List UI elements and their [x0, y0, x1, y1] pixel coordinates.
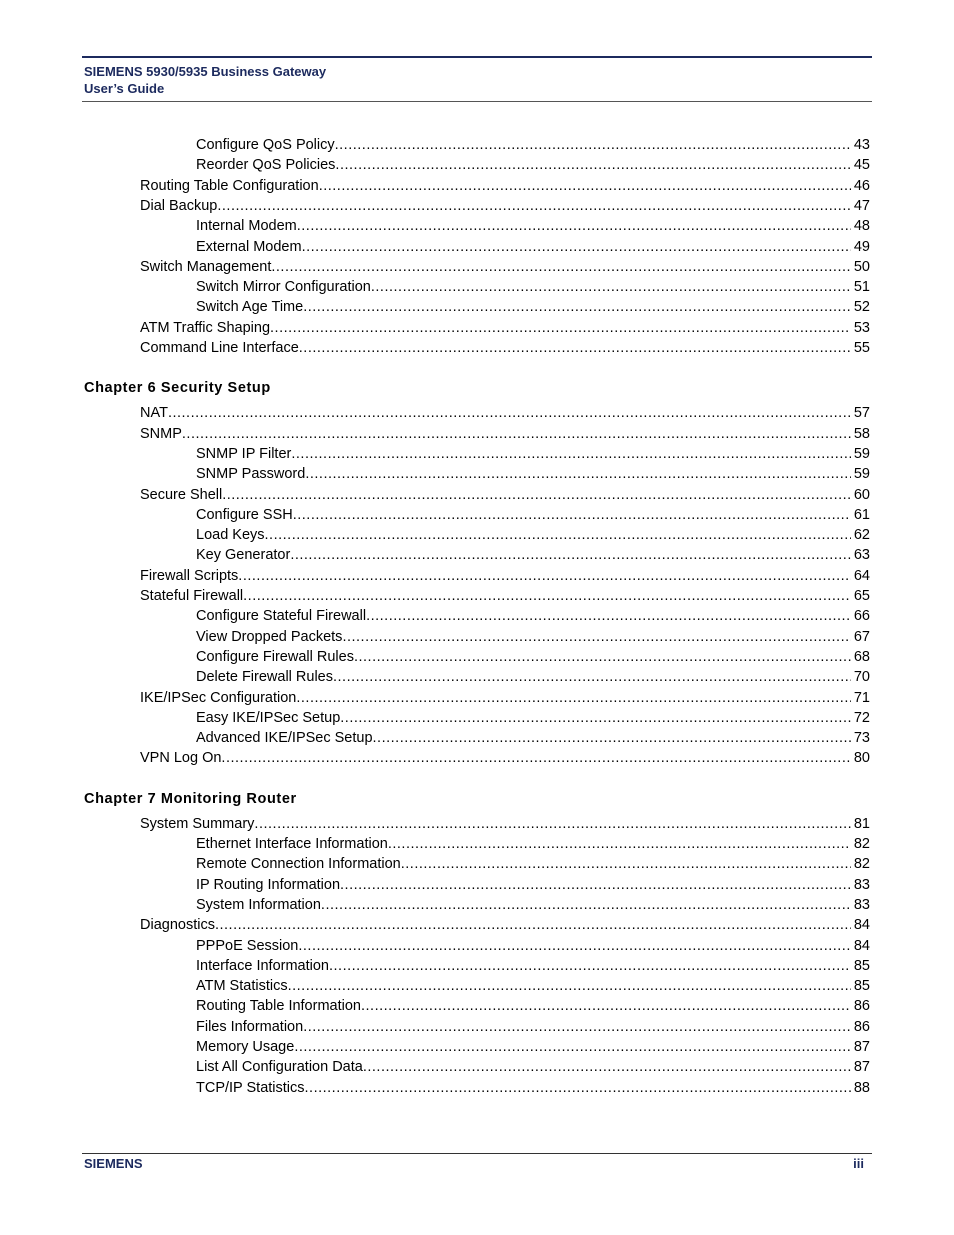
toc-entry-title: System Information: [196, 896, 321, 913]
toc-entry-title: Easy IKE/IPSec Setup: [196, 709, 341, 726]
dot-leader: [329, 957, 851, 975]
dot-leader: [388, 835, 851, 853]
footer-rule: [82, 1153, 872, 1154]
toc-subsection-entry[interactable]: [196, 729, 870, 747]
toc-entry-title: VPN Log On: [140, 750, 222, 767]
dot-leader: [296, 689, 850, 707]
header-rule-top: [82, 56, 872, 58]
dot-leader: [270, 319, 851, 337]
toc-entry-page: 72: [853, 709, 870, 726]
dot-leader: [319, 177, 851, 195]
dot-leader: [303, 298, 851, 316]
toc-entry-title: Remote Connection Information: [196, 856, 401, 873]
toc-entry-page: 81: [853, 815, 870, 832]
toc-entry-title: ATM Statistics: [196, 978, 288, 995]
toc-subsection-entry[interactable]: [196, 156, 870, 174]
dot-leader: [271, 258, 850, 276]
toc-entry-page: 47: [853, 197, 870, 214]
toc-entry-page: 57: [853, 405, 870, 422]
toc-subsection-entry[interactable]: [196, 668, 870, 686]
dot-leader: [215, 916, 851, 934]
dot-leader: [373, 729, 851, 747]
toc-subsection-entry[interactable]: [196, 546, 870, 564]
dot-leader: [168, 404, 851, 422]
dot-leader: [238, 567, 851, 585]
toc-entry-page: 67: [853, 628, 870, 645]
toc-entry-page: 51: [853, 279, 870, 296]
toc-section-entry[interactable]: [140, 197, 870, 215]
toc-entry-page: 45: [853, 157, 870, 174]
toc-entry-title: Ethernet Interface Information: [196, 836, 388, 852]
dot-leader: [254, 815, 850, 833]
toc-entry-title: View Dropped Packets: [196, 628, 343, 645]
toc-entry-page: 53: [853, 319, 870, 336]
dot-leader: [243, 587, 851, 605]
toc-section-entry[interactable]: [140, 567, 870, 585]
toc-entry-title: Memory Usage: [196, 1039, 295, 1055]
toc-entry-title: Firewall Scripts: [140, 567, 239, 584]
toc-entry-title: Command Line Interface: [140, 340, 299, 356]
dot-leader: [305, 465, 851, 483]
toc-entry-page: 70: [853, 669, 870, 686]
toc-entry-title: External Modem: [196, 238, 302, 255]
toc-section-entry[interactable]: [140, 749, 870, 767]
dot-leader: [222, 486, 851, 504]
toc-entry-page: 59: [853, 445, 870, 462]
toc-section-entry[interactable]: [140, 815, 870, 833]
toc-subsection-entry[interactable]: [196, 977, 870, 995]
toc-entry-title: SNMP Password: [196, 466, 306, 483]
dot-leader: [288, 977, 851, 995]
toc-entry-title: IP Routing Information: [196, 876, 341, 893]
toc-entry-title: NAT: [140, 405, 168, 422]
toc-entry-page: 85: [853, 978, 870, 995]
toc-entry-page: 87: [853, 1039, 870, 1055]
toc-subsection-entry[interactable]: [196, 937, 870, 955]
toc-entry-title: System Summary: [140, 815, 255, 832]
toc-subsection-entry[interactable]: [196, 298, 870, 316]
toc-entry-title: Switch Management: [140, 258, 272, 275]
toc-entry-title: Dial Backup: [140, 197, 218, 214]
toc-entry-title: Files Information: [196, 1018, 304, 1035]
toc-subsection-entry[interactable]: [196, 997, 870, 1015]
toc-subsection-entry[interactable]: [196, 876, 870, 894]
toc-subsection-entry[interactable]: [196, 526, 870, 544]
toc-entry-page: 43: [853, 137, 870, 153]
dot-leader: [363, 1058, 851, 1076]
toc-subsection-entry[interactable]: [196, 1018, 870, 1036]
toc-entry-page: 71: [853, 689, 870, 706]
toc-entry-title: List All Configuration Data: [196, 1059, 363, 1076]
toc-entry-title: Stateful Firewall: [140, 588, 244, 604]
toc-subsection-entry[interactable]: [196, 238, 870, 256]
toc-section-entry[interactable]: [140, 587, 870, 605]
toc-entry-title: Configure SSH: [196, 506, 293, 523]
toc-subsection-entry[interactable]: [196, 136, 870, 154]
toc-subsection-entry[interactable]: [196, 217, 870, 235]
dot-leader: [371, 278, 851, 296]
toc-subsection-entry[interactable]: [196, 709, 870, 727]
toc-subsection-entry[interactable]: [196, 1038, 870, 1056]
toc-entry-page: 48: [853, 218, 870, 235]
toc-entry-page: 62: [853, 527, 870, 544]
dot-leader: [321, 896, 851, 914]
toc-entry-page: 63: [853, 547, 870, 564]
toc-subsection-entry[interactable]: [196, 1079, 870, 1097]
dot-leader: [335, 156, 850, 174]
toc-entry-page: 82: [853, 856, 870, 873]
toc-entry-page: 59: [853, 466, 870, 483]
toc-entry-title: PPPoE Session: [196, 937, 299, 954]
dot-leader: [217, 197, 850, 215]
toc-entry-title: Routing Table Information: [196, 998, 361, 1015]
header-guide-title: User’s Guide: [84, 81, 165, 96]
toc-entry-title: Reorder QoS Policies: [196, 157, 336, 174]
toc-entry-page: 84: [853, 917, 870, 934]
toc-subsection-entry[interactable]: [196, 278, 870, 296]
header-rule-bottom: [82, 101, 872, 102]
footer-page-number: iii: [853, 1156, 864, 1171]
toc-subsection-entry[interactable]: [196, 648, 870, 666]
toc-subsection-entry[interactable]: [196, 465, 870, 483]
toc-entry-page: 83: [853, 876, 870, 893]
header-product-title: SIEMENS 5930/5935 Business Gateway: [84, 64, 327, 79]
toc-entry-title: Load Keys: [196, 527, 265, 544]
dot-leader: [302, 238, 851, 256]
toc-subsection-entry[interactable]: [196, 855, 870, 873]
dot-leader: [305, 1079, 851, 1097]
dot-leader: [303, 1018, 851, 1036]
toc-entry-page: 65: [853, 588, 870, 604]
toc-entry-title: Key Generator: [196, 547, 291, 564]
toc-entry-page: 50: [853, 258, 870, 275]
toc-section-entry[interactable]: [140, 339, 870, 357]
toc-entry-page: 52: [853, 299, 870, 316]
toc-entry-page: 55: [853, 340, 870, 356]
toc-entry-title: Configure Stateful Firewall: [196, 608, 367, 625]
toc-entry-page: 68: [853, 648, 870, 665]
toc-section-entry[interactable]: [140, 689, 870, 707]
toc-entry-page: 61: [853, 506, 870, 523]
toc-entry-title: Advanced IKE/IPSec Setup: [196, 730, 373, 747]
toc-entry-title: Routing Table Configuration: [140, 177, 319, 194]
dot-leader: [401, 855, 851, 873]
toc-entry-page: 87: [853, 1059, 870, 1076]
toc-entry-page: 60: [853, 486, 870, 503]
dot-leader: [299, 339, 851, 357]
toc-section-entry[interactable]: [140, 486, 870, 504]
toc-entry-title: Secure Shell: [140, 486, 223, 503]
dot-leader: [297, 217, 851, 235]
toc-subsection-entry[interactable]: [196, 607, 870, 625]
toc-section-entry[interactable]: [140, 404, 870, 422]
dot-leader: [340, 709, 851, 727]
toc-section-entry[interactable]: [140, 258, 870, 276]
toc-entry-page: 80: [853, 750, 870, 767]
toc-entry-title: SNMP IP Filter: [196, 445, 292, 462]
toc-entry-title: Configure Firewall Rules: [196, 648, 354, 665]
toc-entry-page: 46: [853, 177, 870, 194]
toc-subsection-entry[interactable]: [196, 957, 870, 975]
toc-section-entry[interactable]: [140, 425, 870, 443]
dot-leader: [361, 997, 851, 1015]
toc-entry-page: 73: [853, 730, 870, 747]
toc-entry-title: Switch Age Time: [196, 299, 304, 316]
dot-leader: [298, 937, 850, 955]
toc-entry-title: Switch Mirror Configuration: [196, 279, 371, 296]
toc-entry-title: Delete Firewall Rules: [196, 669, 333, 686]
chapter-heading: Chapter 6 Security Setup: [84, 380, 271, 397]
footer-brand: SIEMENS: [84, 1156, 143, 1171]
dot-leader: [333, 668, 851, 686]
toc-subsection-entry[interactable]: [196, 628, 870, 646]
dot-leader: [221, 749, 850, 767]
toc-subsection-entry[interactable]: [196, 835, 870, 853]
toc-entry-page: 83: [853, 896, 870, 913]
toc-entry-page: 86: [853, 1018, 870, 1035]
dot-leader: [290, 546, 851, 564]
dot-leader: [354, 648, 851, 666]
toc-section-entry[interactable]: [140, 177, 870, 195]
dot-leader: [182, 425, 851, 443]
toc-entry-page: 66: [853, 608, 870, 625]
toc-entry-page: 58: [853, 425, 870, 442]
toc-entry-title: Interface Information: [196, 957, 329, 974]
toc-section-entry[interactable]: [140, 319, 870, 337]
toc-subsection-entry[interactable]: [196, 445, 870, 463]
toc-entry-page: 85: [853, 957, 870, 974]
dot-leader: [366, 607, 851, 625]
dot-leader: [340, 876, 851, 894]
toc-entry-title: IKE/IPSec Configuration: [140, 689, 297, 706]
running-header: [84, 63, 326, 97]
toc-entry-title: Configure QoS Policy: [196, 137, 335, 153]
toc-entry-title: TCP/IP Statistics: [196, 1079, 305, 1096]
toc-section-entry[interactable]: [140, 916, 870, 934]
toc-entry-title: SNMP: [140, 425, 182, 442]
toc-subsection-entry[interactable]: [196, 1058, 870, 1076]
toc-subsection-entry[interactable]: [196, 896, 870, 914]
toc-entry-page: 64: [853, 567, 870, 584]
dot-leader: [294, 1038, 851, 1056]
toc-subsection-entry[interactable]: [196, 506, 870, 524]
dot-leader: [293, 506, 851, 524]
dot-leader: [342, 628, 850, 646]
dot-leader: [265, 526, 851, 544]
toc-entry-page: 84: [853, 937, 870, 954]
toc-entry-title: Internal Modem: [196, 218, 297, 235]
toc-entry-page: 86: [853, 998, 870, 1015]
dot-leader: [291, 445, 851, 463]
toc-entry-title: Diagnostics: [140, 917, 215, 934]
dot-leader: [335, 136, 851, 154]
toc-entry-page: 82: [853, 836, 870, 852]
toc-entry-page: 88: [853, 1079, 870, 1096]
chapter-heading: Chapter 7 Monitoring Router: [84, 790, 297, 807]
toc-entry-title: ATM Traffic Shaping: [140, 319, 271, 336]
toc-entry-page: 49: [853, 238, 870, 255]
